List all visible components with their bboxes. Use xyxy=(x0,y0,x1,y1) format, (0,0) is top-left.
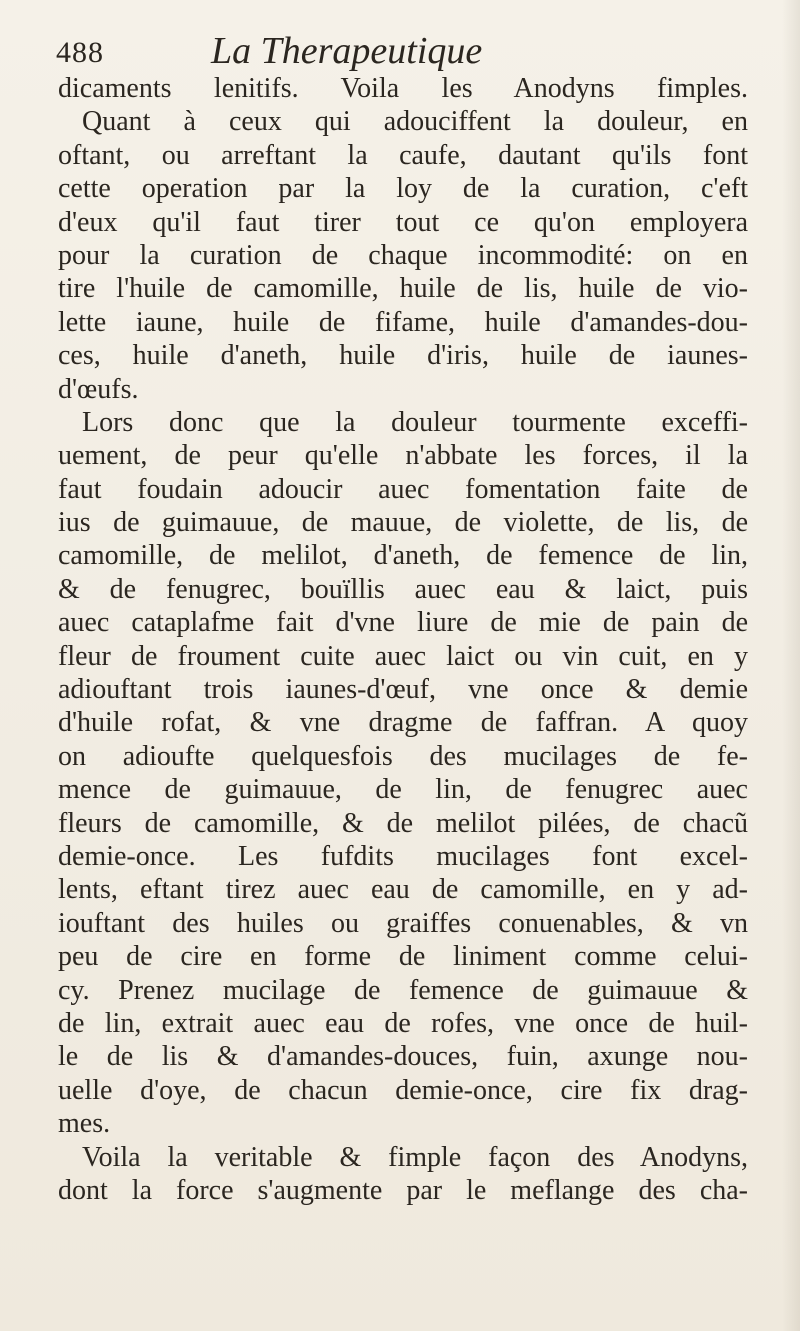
page-number: 488 xyxy=(56,36,104,69)
text-line: tire l'huile de camomille, huile de lis, huile de vio- xyxy=(58,273,748,305)
text-line: camomille, de melilot, d'aneth, de femence de lin, xyxy=(58,540,748,572)
text-line: Voila la veritable & fimple façon des Anodyns, xyxy=(82,1141,748,1173)
text-line: dicaments lenitifs. Voila les Anodyns fimples. xyxy=(58,73,748,104)
text-line: iouftant des huiles ou graiffes conuenables, & vn xyxy=(58,907,748,939)
text-line: Lors donc que la douleur tourmente exceffi- xyxy=(82,406,748,438)
text-line: Quant à ceux qui adouciffent la douleur, en xyxy=(82,106,748,138)
text-line: lents, eftant tirez auec eau de camomille, en y ad- xyxy=(58,874,748,906)
text-line: faut foudain adoucir auec fomentation faite de xyxy=(58,473,748,505)
text-line: de lin, extrait auec eau de rofes, vne once de huil- xyxy=(58,1007,748,1039)
page-edge-shadow xyxy=(782,0,800,1331)
text-line: d'eux qu'il faut tirer tout ce qu'on employera xyxy=(58,206,748,238)
text-line: le de lis & d'amandes-douces, fuin, axunge nou- xyxy=(58,1041,748,1073)
text-line: uelle d'oye, de chacun demie-once, cire fix drag- xyxy=(58,1074,748,1106)
text-line: oftant, ou arreftant la caufe, dautant qu'ils font xyxy=(58,139,748,171)
text-line: dont la force s'augmente par le meflange des cha- xyxy=(58,1174,748,1206)
text-line: pour la curation de chaque incommodité: on en xyxy=(58,239,748,271)
text-line: cette operation par la loy de la curation, c'eft xyxy=(58,173,748,205)
running-title: La Therapeutique xyxy=(211,30,483,72)
page-header xyxy=(56,28,746,78)
text-line: peu de cire en forme de liniment comme celui- xyxy=(58,941,748,973)
text-line: adiouftant trois iaunes-d'œuf, vne once & demie xyxy=(58,674,748,706)
text-line: cy. Prenez mucilage de femence de guimauue & xyxy=(58,974,748,1006)
text-line: d'œufs. xyxy=(58,373,139,405)
text-line: fleurs de camomille, & de melilot pilées, de chacũ xyxy=(58,807,748,839)
text-line: ces, huile d'aneth, huile d'iris, huile de iaunes- xyxy=(58,340,748,372)
text-line: lette iaune, huile de fifame, huile d'amandes-dou- xyxy=(58,306,748,338)
text-line: auec cataplafme fait d'vne liure de mie de pain de xyxy=(58,607,748,639)
body-text xyxy=(58,72,748,1207)
text-line: mes. xyxy=(58,1108,111,1140)
text-line: demie-once. Les fufdits mucilages font excel- xyxy=(58,840,748,872)
text-line: on adioufte quelquesfois des mucilages de fe- xyxy=(58,740,748,772)
text-line: fleur de froument cuite auec laict ou vin cuit, en y xyxy=(58,640,748,672)
text-line: ius de guimauue, de mauue, de violette, de lis, de xyxy=(58,507,748,539)
text-line: d'huile rofat, & vne dragme de faffran. A quoy xyxy=(58,707,748,739)
text-line: & de fenugrec, bouïllis auec eau & laict, puis xyxy=(58,573,748,605)
text-line: uement, de peur qu'elle n'abbate les forces, il la xyxy=(58,440,748,472)
text-line: mence de guimauue, de lin, de fenugrec auec xyxy=(58,774,748,806)
